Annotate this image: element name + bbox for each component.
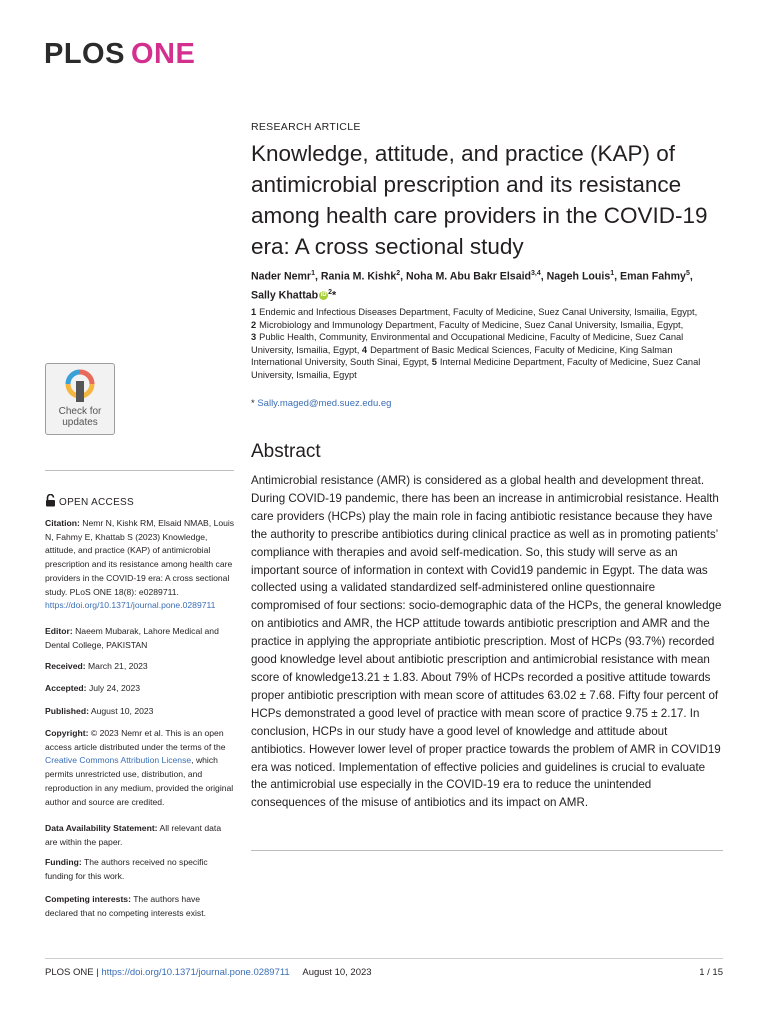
badge-line: updates (62, 417, 98, 428)
affiliation-text: Public Health, Community, Environmental and Occupational Medicine, Faculty of Medicine, Suez Canal University, Ismailia, Egypt, (251, 332, 684, 355)
journal-name-one: ONE (130, 38, 196, 70)
footer-doi-link[interactable]: https://doi.org/10.1371/journal.pone.0289711 (101, 967, 290, 978)
affiliation-number: 5 (431, 357, 437, 367)
received-block (45, 660, 235, 674)
copyright-label: Copyright: (45, 728, 89, 738)
license-link[interactable]: Creative Commons Attribution License (45, 755, 192, 766)
copyright-text: © 2023 Nemr et al. This is an open access article distributed under the terms of the (45, 728, 226, 752)
open-access-label (45, 494, 134, 508)
corresponding-marker: * (332, 289, 337, 302)
accepted-label: Accepted: (45, 683, 87, 693)
author-affiliation-ref: 2 (328, 288, 333, 296)
editor-label: Editor: (45, 626, 73, 636)
affiliation-text: Department of Basic Medical Sciences, Faculty of Medicine, King Salman International University, South Sinai, Egypt, (251, 344, 673, 367)
affiliation-number: 4 (361, 344, 368, 355)
footer-journal: PLOS ONE | (45, 967, 99, 978)
affiliation-number: 3 (251, 332, 257, 342)
funding-block (45, 856, 235, 883)
corresponding-contact (251, 398, 391, 409)
citation-text: Nemr N, Kishk RM, Elsaid NMAB, Louis N, Fahmy E, Khattab S (2023) Knowledge, attitude, and practice (KAP) of antimicrobial prescription and its resistance among health care providers in the COVID-19 era: A cross sectional study. PLoS ONE 18(8): e0289711. (45, 518, 235, 597)
data-availability-label: Data Availability Statement: (45, 823, 158, 833)
published-label: Published: (45, 706, 89, 716)
crossmark-icon (65, 369, 95, 403)
competing-interests-text: The authors have declared that no competing interests exist. (45, 894, 206, 918)
author-affiliation-ref: 1 (311, 270, 315, 277)
received-date: March 21, 2023 (88, 661, 148, 671)
author-affiliation-ref: 3,4 (531, 270, 541, 277)
copyright-text-after: , which permits unrestricted use, distribution, and reproduction in any medium, provided the original author and source are credited. (45, 755, 234, 807)
copyright-block (45, 727, 235, 809)
affiliation-text: Internal Medicine Department, Faculty of Medicine, Suez Canal University, Ismailia, Egypt (251, 357, 701, 380)
author-affiliation-ref: 1 (610, 270, 615, 277)
citation-block (45, 517, 235, 613)
author-affiliation-ref: 2 (396, 270, 401, 277)
journal-logo[interactable] (44, 38, 195, 71)
author-name[interactable]: Noha M. Abu Bakr Elsaid (406, 270, 532, 283)
author-name[interactable]: Nader Nemr (251, 270, 312, 283)
received-label: Received: (45, 661, 86, 671)
affiliation-number: 2 (251, 319, 257, 330)
corresponding-marker: * (251, 398, 255, 409)
funding-label: Funding: (45, 857, 82, 867)
editor-block (45, 625, 235, 652)
competing-interests-block (45, 893, 235, 920)
abstract-heading: Abstract (251, 441, 321, 462)
editor-text: Naeem Mubarak, Lahore Medical and Dental College, PAKISTAN (45, 626, 219, 650)
accepted-block (45, 682, 235, 696)
abstract-body: Antimicrobial resistance (AMR) is considered as a global health and development threat. During COVID-19 pandemic, there has been an increase in antimicrobial resistance. Health care providers (HCPs) play the main role in facing antibiotic resistance because they have the authority to prescribe antibiotics during clinical practice as well as in promoting patients’ compliance with therapies and avoid self-medication. So, this study will serve as an important source of information in context with Covid19 pandemic in Egypt. The data was collected using a validated standardized self-administered online questionnaire compromised of four sections: socio-demographic data of the HCPs, the general knowledge on antibiotics and AMR, the HCP attitude towards antibiotic prescription and AMR and the practice in applying the appropriate antibiotic prescription. Most of HCPs (93.7%) recorded good knowledge level about antibiotic prescription and antimicrobial resistance with mean score of knowledge13.21 ± 1.83. About 79% of HCPs recorded a positive attitude towards proper antibiotic prescription with mean score of attitudes 63.02 ± 7.68. Fifty four percent of HCPs demonstrated a good level of practice with mean score of practice 9.75 ± 2.17. In conclusion, HCPs in our study have a good level of knowledge and attitude about antibiotics. However lower level of proper practice towards the problem of AMR in COVID19 era was noticed. Implementation of effective policies and guidelines is crucial to evaluate the antimicrobial use especially in the COVID-19 era to reduce the unintended consequences of the misuse of antibiotics and its impact on AMR. (251, 474, 722, 810)
article-type: RESEARCH ARTICLE (251, 121, 361, 133)
author-name[interactable]: Rania M. Kishk (320, 270, 397, 283)
footer-divider (45, 958, 723, 959)
author-name[interactable]: Nageh Louis (546, 270, 611, 283)
check-for-updates-label (46, 406, 114, 428)
open-access-text: OPEN ACCESS (59, 497, 134, 508)
published-block (45, 705, 235, 719)
page-footer (45, 967, 372, 978)
author-name[interactable]: Eman Fahmy (620, 270, 686, 283)
footer-date: August 10, 2023 (302, 967, 372, 978)
published-date: August 10, 2023 (90, 706, 154, 716)
affiliation-number: 1 (251, 307, 257, 317)
accepted-date: July 24, 2023 (88, 683, 141, 693)
affiliation-text: Microbiology and Immunology Department, Faculty of Medicine, Suez Canal University, Ismailia, Egypt, (259, 319, 684, 330)
citation-doi-link[interactable]: https://doi.org/10.1371/journal.pone.0289711 (45, 600, 216, 611)
open-lock-icon (45, 494, 56, 507)
funding-text: The authors received no specific funding for this work. (45, 857, 208, 881)
data-availability-text: All relevant data are within the paper. (45, 823, 222, 847)
divider (251, 850, 723, 851)
author-name[interactable]: Sally Khattab (251, 289, 319, 302)
article-title: Knowledge, attitude, and practice (KAP) of antimicrobial prescription and its resistance among health care providers in the COVID-19 era: A cross sectional study (251, 141, 708, 259)
page-number: 1 / 15 (699, 967, 723, 978)
author-affiliation-ref: 5 (685, 270, 690, 277)
orcid-icon[interactable]: iD (320, 291, 327, 298)
contact-email-link[interactable]: Sally.maged@med.suez.edu.eg (257, 398, 392, 409)
journal-name-plos: PLOS (44, 38, 125, 70)
affiliation-text: Endemic and Infectious Diseases Department, Faculty of Medicine, Suez Canal University, Ismailia, Egypt, (259, 307, 698, 317)
data-availability-block (45, 822, 235, 849)
affiliations (251, 306, 723, 381)
divider (45, 470, 234, 471)
badge-line: Check for (58, 406, 102, 417)
competing-interests-label: Competing interests: (45, 894, 131, 904)
check-for-updates-badge[interactable] (45, 363, 115, 435)
author-list: Nader Nemr$^1$, Rania M. Kishk$^2$, Noha M. Abu Bakr Elsaid$^{3,4}$, Nageh Louis$^1$, Eman Fahmy$^5$, Sally Khattab iD $^2$* (251, 270, 693, 302)
citation-label: Citation: (45, 518, 80, 528)
